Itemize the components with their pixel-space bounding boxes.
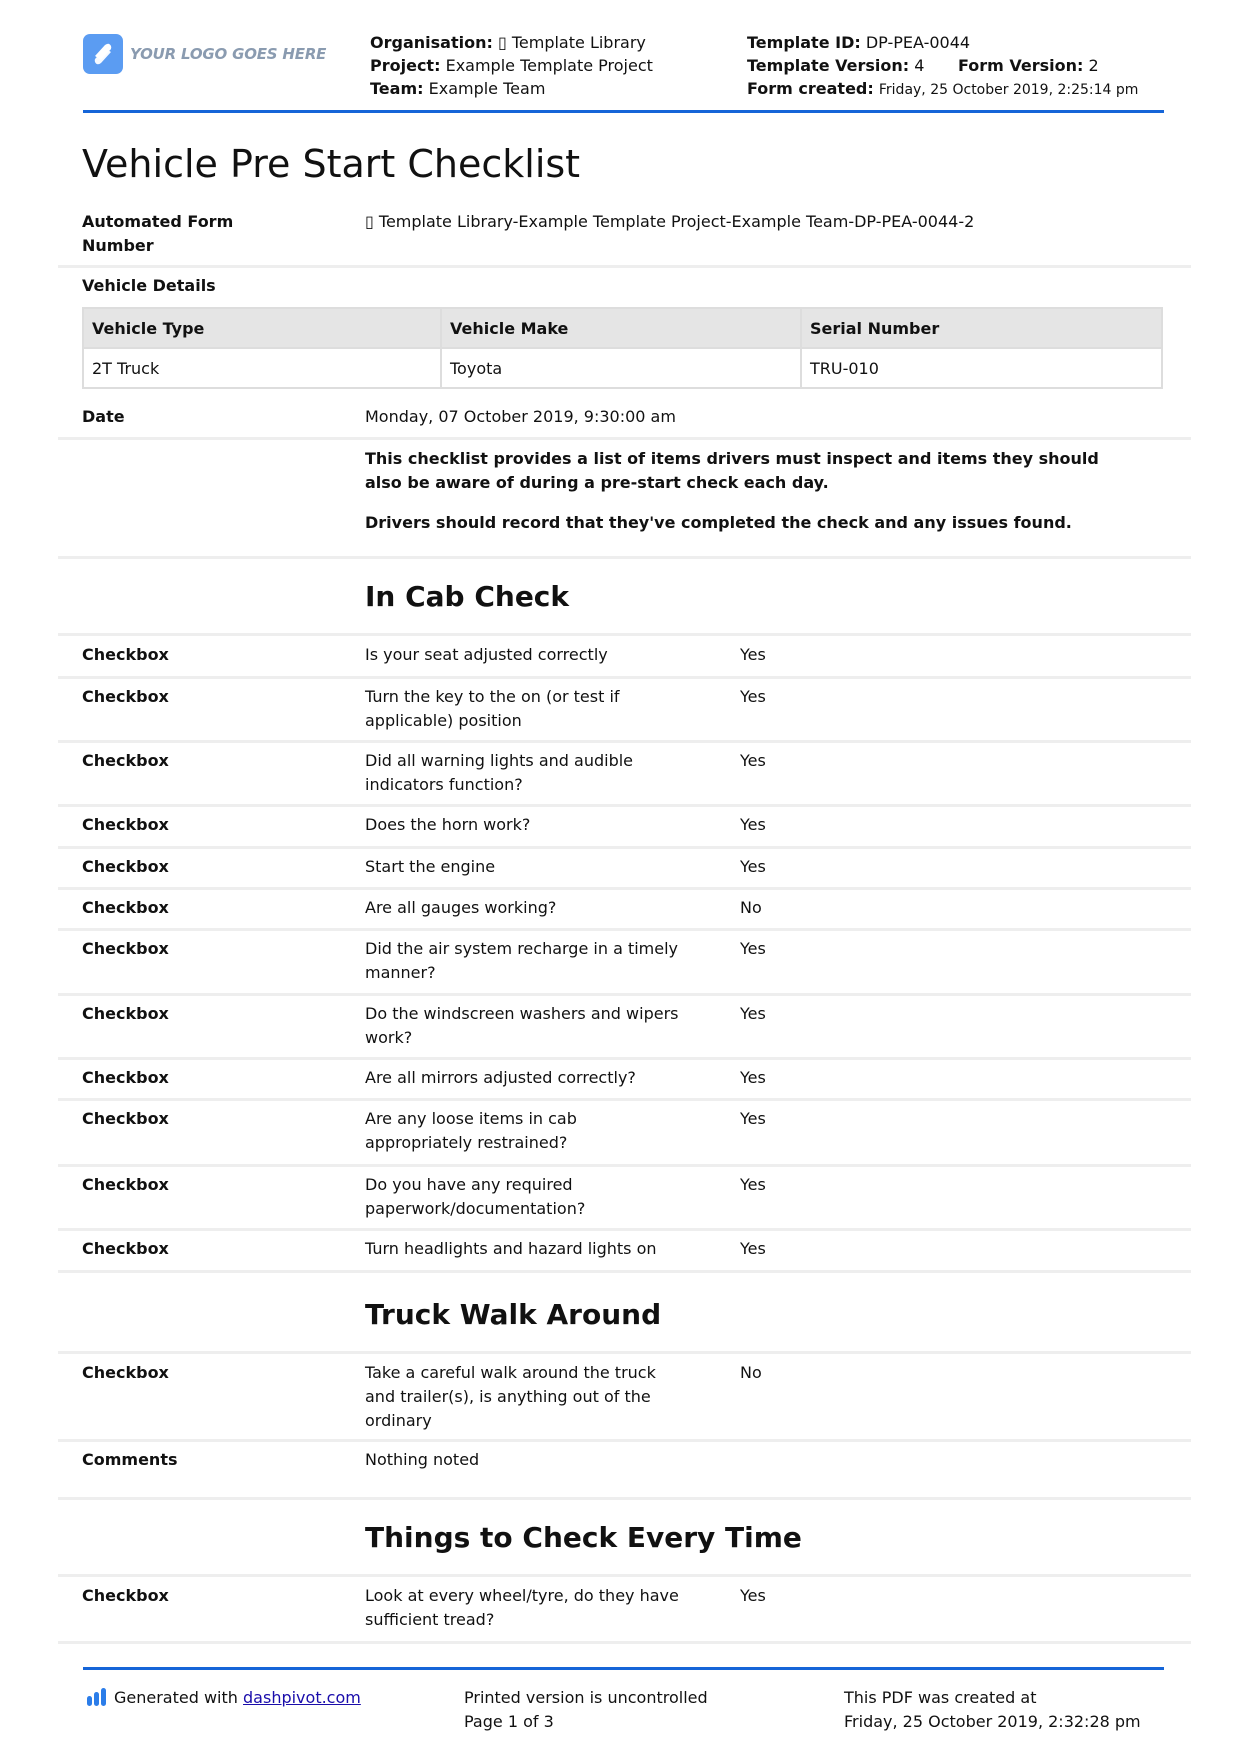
checklist-question-line: Do you have any required: [365, 1175, 573, 1194]
serial-number-header: Serial Number: [801, 308, 1162, 348]
intro-line-2: also be aware of during a pre-start check each day.: [365, 473, 829, 492]
checklist-question: [365, 1173, 585, 1221]
checklist-question: [365, 1237, 657, 1261]
checklist-question: [365, 643, 608, 667]
checklist-row-label: Checkbox: [82, 1004, 169, 1023]
checklist-question-line: Is your seat adjusted correctly: [365, 645, 608, 664]
row-separator: [58, 1439, 1191, 1442]
checklist-row-label: Checkbox: [82, 1175, 169, 1194]
checklist-answer: Yes: [740, 1239, 766, 1258]
date-value: Monday, 07 October 2019, 9:30:00 am: [365, 407, 676, 426]
checklist-question-line: indicators function?: [365, 775, 523, 794]
section-heading: Things to Check Every Time: [365, 1521, 802, 1554]
checklist-question-line: and trailer(s), is anything out of the: [365, 1387, 651, 1406]
checklist-question-line: sufficient tread?: [365, 1610, 495, 1629]
checklist-row-label: Checkbox: [82, 857, 169, 876]
section-heading: Truck Walk Around: [365, 1298, 662, 1331]
checklist-question-line: Are all gauges working?: [365, 898, 557, 917]
uncontrolled-text: Printed version is uncontrolled: [464, 1688, 708, 1707]
row-separator: [58, 740, 1191, 743]
row-separator: [58, 887, 1191, 890]
team-value: Example Team: [428, 79, 546, 98]
checklist-row-label: Checkbox: [82, 939, 169, 958]
row-separator: [58, 1228, 1191, 1231]
checklist-question: [365, 855, 495, 879]
checklist-row-label: Checkbox: [82, 751, 169, 770]
project-value: Example Template Project: [445, 56, 653, 75]
dashpivot-link[interactable]: dashpivot.com: [243, 1688, 361, 1707]
vehicle-make-cell: Toyota: [441, 348, 801, 388]
checklist-question: [365, 1066, 636, 1090]
uncontrolled-notice: [464, 1686, 708, 1734]
checklist-question-line: paperwork/documentation?: [365, 1199, 586, 1218]
checklist-question: [365, 937, 678, 985]
form-created-label: Form created:: [747, 79, 874, 98]
checklist-question-line: manner?: [365, 963, 436, 982]
checklist-question: [365, 1002, 678, 1050]
checklist-question-line: work?: [365, 1028, 413, 1047]
template-version-value: 4: [914, 56, 925, 75]
checklist-row-label: Checkbox: [82, 645, 169, 664]
checklist-answer: Yes: [740, 1068, 766, 1087]
generated-with-line: [86, 1686, 361, 1713]
form-version-label: Form Version:: [958, 56, 1084, 75]
checklist-row-label: Checkbox: [82, 687, 169, 706]
pdf-created-info: [844, 1686, 1141, 1734]
checklist-question-line: Turn the key to the on (or test if: [365, 687, 620, 706]
organisation-label: Organisation:: [370, 33, 493, 52]
row-separator: [58, 1574, 1191, 1577]
checklist-question-line: Do the windscreen washers and wipers: [365, 1004, 679, 1023]
checklist-question: [365, 1107, 577, 1155]
checklist-question-line: appropriately restrained?: [365, 1133, 568, 1152]
project-line: [370, 54, 653, 77]
checklist-question-line: Nothing noted: [365, 1450, 480, 1469]
vehicle-type-cell: 2T Truck: [83, 348, 441, 388]
intro-line-1: This checklist provides a list of items drivers must inspect and items they should: [365, 449, 1099, 468]
footer-divider: [83, 1667, 1164, 1670]
page-title: Vehicle Pre Start Checklist: [82, 142, 581, 186]
row-separator: [58, 676, 1191, 679]
generated-with-text: Generated with: [114, 1688, 238, 1707]
organisation-line: [370, 31, 646, 54]
checklist-question-line: Are any loose items in cab: [365, 1109, 577, 1128]
checklist-answer: Yes: [740, 1004, 766, 1023]
checklist-row-label: Checkbox: [82, 1239, 169, 1258]
checklist-answer: Yes: [740, 1109, 766, 1128]
checklist-question: [365, 1584, 679, 1632]
vehicle-table-header-row: [83, 308, 1162, 348]
row-separator: [58, 1497, 1191, 1500]
vehicle-type-header: Vehicle Type: [83, 308, 441, 348]
page-number: Page 1 of 3: [464, 1712, 554, 1731]
row-separator: [58, 265, 1191, 268]
checklist-question-line: Are all mirrors adjusted correctly?: [365, 1068, 636, 1087]
form-version-value: 2: [1088, 56, 1099, 75]
template-version-label: Template Version:: [747, 56, 910, 75]
vehicle-details-label: Vehicle Details: [82, 276, 216, 295]
checklist-question-line: Turn headlights and hazard lights on: [365, 1239, 657, 1258]
checklist-answer: Yes: [740, 815, 766, 834]
row-separator: [58, 1164, 1191, 1167]
project-label: Project:: [370, 56, 441, 75]
checklist-question: [365, 1448, 479, 1472]
checklist-row-label: Checkbox: [82, 815, 169, 834]
date-label: Date: [82, 407, 125, 426]
checklist-question: [365, 896, 556, 920]
automated-form-number-value: ▯ Template Library-Example Template Project-Example Team-DP-PEA-0044-2: [365, 212, 975, 231]
template-id-label: Template ID:: [747, 33, 861, 52]
team-label: Team:: [370, 79, 424, 98]
automated-form-number-label-line2: Number: [82, 236, 154, 255]
row-separator: [58, 1351, 1191, 1354]
company-logo-icon: [83, 34, 123, 74]
checklist-question-line: Did all warning lights and audible: [365, 751, 634, 770]
checklist-question-line: Look at every wheel/tyre, do they have: [365, 1586, 679, 1605]
checklist-question: [365, 685, 620, 733]
checklist-question: [365, 749, 633, 797]
serial-number-cell: TRU-010: [801, 348, 1162, 388]
row-separator: [58, 993, 1191, 996]
checklist-question: [365, 1361, 656, 1433]
checklist-row-label: Checkbox: [82, 1068, 169, 1087]
team-line: [370, 77, 545, 100]
row-separator: [58, 556, 1191, 559]
row-separator: [58, 1641, 1191, 1644]
checklist-question: [365, 813, 530, 837]
pdf-created-value: Friday, 25 October 2019, 2:32:28 pm: [844, 1712, 1141, 1731]
logo-placeholder-text: YOUR LOGO GOES HERE: [130, 45, 327, 63]
form-version-line: [958, 54, 1099, 77]
form-created-value: Friday, 25 October 2019, 2:25:14 pm: [878, 82, 1139, 98]
checklist-row-label: Checkbox: [82, 1109, 169, 1128]
automated-form-number-label-line1: Automated Form: [82, 212, 234, 231]
row-separator: [58, 804, 1191, 807]
checklist-answer: No: [740, 898, 762, 917]
vehicle-table-row: [83, 348, 1162, 388]
header-divider: [83, 110, 1164, 113]
row-separator: [58, 633, 1191, 636]
row-separator: [58, 928, 1191, 931]
organisation-value: ▯ Template Library: [497, 33, 646, 52]
checklist-answer: Yes: [740, 687, 766, 706]
intro-paragraph-1: [365, 447, 1099, 495]
intro-paragraph-2: Drivers should record that they've completed the check and any issues found.: [365, 513, 1072, 532]
pdf-created-label: This PDF was created at: [844, 1688, 1037, 1707]
checklist-answer: Yes: [740, 751, 766, 770]
row-separator: [58, 846, 1191, 849]
checklist-question-line: ordinary: [365, 1411, 432, 1430]
checklist-question-line: Start the engine: [365, 857, 496, 876]
checklist-question-line: Does the horn work?: [365, 815, 531, 834]
checklist-question-line: Take a careful walk around the truck: [365, 1363, 656, 1382]
template-id-line: [747, 31, 970, 54]
row-separator: [58, 1057, 1191, 1060]
checklist-row-label: Checkbox: [82, 1586, 169, 1605]
checklist-answer: Yes: [740, 645, 766, 664]
template-id-value: DP-PEA-0044: [865, 33, 971, 52]
checklist-row-label: Comments: [82, 1450, 178, 1469]
checklist-answer: Yes: [740, 1586, 766, 1605]
vehicle-make-header: Vehicle Make: [441, 308, 801, 348]
checklist-row-label: Checkbox: [82, 898, 169, 917]
checklist-answer: Yes: [740, 1175, 766, 1194]
form-created-line: [747, 77, 1138, 102]
checklist-question-line: Did the air system recharge in a timely: [365, 939, 679, 958]
automated-form-number-label: [82, 210, 233, 258]
checklist-question-line: applicable) position: [365, 711, 522, 730]
dashpivot-bars-icon: [86, 1688, 108, 1713]
template-version-line: [747, 54, 924, 77]
checklist-answer: No: [740, 1363, 762, 1382]
section-heading: In Cab Check: [365, 580, 570, 613]
checklist-answer: Yes: [740, 939, 766, 958]
checklist-row-label: Checkbox: [82, 1363, 169, 1382]
row-separator: [58, 1270, 1191, 1273]
checklist-answer: Yes: [740, 857, 766, 876]
row-separator: [58, 1098, 1191, 1101]
vehicle-details-table: [82, 307, 1163, 389]
row-separator: [58, 437, 1191, 440]
